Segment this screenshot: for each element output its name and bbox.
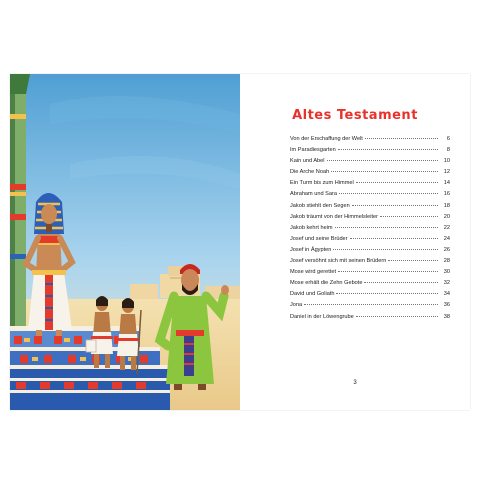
toc-dot-leader (364, 282, 438, 283)
toc-entry-title: Abraham und Sara (290, 191, 337, 198)
toc-dot-leader (327, 160, 438, 161)
toc-dot-leader (356, 182, 438, 183)
toc-entry (290, 158, 450, 169)
toc-entry-page: 28 (443, 258, 450, 265)
toc-entry-page: 32 (443, 280, 450, 287)
toc-dot-leader (365, 138, 438, 139)
toc-entry-title: Im Paradiesgarten (290, 147, 336, 154)
toc-entry-title: Daniel in der Löwengrube (290, 313, 354, 320)
toc-entry-title: David und Goliath (290, 291, 335, 298)
toc-entry-page: 14 (443, 180, 450, 187)
toc-entry (290, 269, 450, 280)
toc-entry (290, 147, 450, 158)
toc-entry-page: 6 (446, 136, 450, 142)
bible-illustration-page (10, 74, 240, 410)
toc-entry-title: Ein Turm bis zum Himmel (290, 180, 354, 187)
toc-dot-leader (380, 216, 438, 217)
toc-dot-leader (356, 316, 438, 317)
toc-entry (290, 191, 450, 202)
toc-dot-leader (339, 193, 438, 194)
toc-entry-page: 24 (443, 235, 450, 242)
toc-dot-leader (350, 238, 438, 239)
toc-entry-page: 12 (443, 169, 450, 176)
egypt-scene-illustration (10, 74, 240, 410)
toc-entry-title: Jakob kehrt heim (290, 224, 333, 231)
toc-dot-leader (388, 260, 438, 261)
toc-entry-title: Mose wird gerettet (290, 269, 337, 276)
toc-entry-title: Jona (290, 302, 303, 309)
toc-entry-title: Von der Erschaffung der Welt (290, 136, 363, 142)
toc-dot-leader (338, 149, 438, 150)
toc-entry-title: Die Arche Noah (290, 169, 330, 176)
toc-entry-page: 22 (443, 224, 450, 231)
table-of-contents-page (240, 74, 470, 410)
toc-title: Altes Testament (292, 108, 418, 123)
toc-entry (290, 247, 450, 258)
toc-dot-leader (304, 304, 438, 305)
toc-entry-page: 30 (443, 269, 450, 276)
book-spread (10, 74, 470, 410)
toc-entry-page: 34 (443, 291, 450, 298)
toc-list (290, 136, 450, 325)
toc-entry-page: 36 (443, 302, 450, 309)
toc-entry-page: 18 (443, 202, 450, 209)
toc-dot-leader (333, 249, 438, 250)
toc-entry (290, 280, 450, 291)
toc-entry (290, 136, 450, 147)
toc-entry-title: Jakob träumt von der Himmelsleiter (290, 213, 378, 220)
toc-entry (290, 236, 450, 247)
toc-entry-title: Mose erhält die Zehn Gebote (290, 280, 363, 287)
page-number: 3 (353, 380, 357, 386)
toc-dot-leader (335, 227, 438, 228)
toc-entry-page: 38 (443, 313, 450, 320)
toc-entry-title: Jakob stiehlt den Segen (290, 202, 350, 209)
toc-entry-page: 16 (443, 191, 450, 198)
toc-entry (290, 258, 450, 269)
toc-dot-leader (352, 205, 438, 206)
toc-entry-title: Josef und seine Brüder (290, 235, 348, 242)
toc-dot-leader (336, 293, 438, 294)
toc-entry (290, 169, 450, 180)
toc-entry-title: Kain und Abel (290, 158, 325, 165)
toc-entry-page: 10 (443, 158, 450, 165)
toc-entry-page: 8 (446, 147, 450, 154)
toc-entry-title: Josef versöhnt sich mit seinen Brüdern (290, 258, 387, 265)
toc-entry-page: 26 (443, 246, 450, 253)
toc-dot-leader (338, 271, 438, 272)
toc-entry (290, 225, 450, 236)
toc-dot-leader (331, 171, 438, 172)
toc-entry-page: 20 (443, 213, 450, 220)
toc-entry-title: Josef in Ägypten (290, 246, 332, 253)
toc-entry (290, 203, 450, 214)
toc-entry (290, 180, 450, 191)
toc-entry (290, 214, 450, 225)
toc-entry (290, 314, 450, 325)
toc-entry (290, 302, 450, 313)
toc-entry (290, 291, 450, 302)
